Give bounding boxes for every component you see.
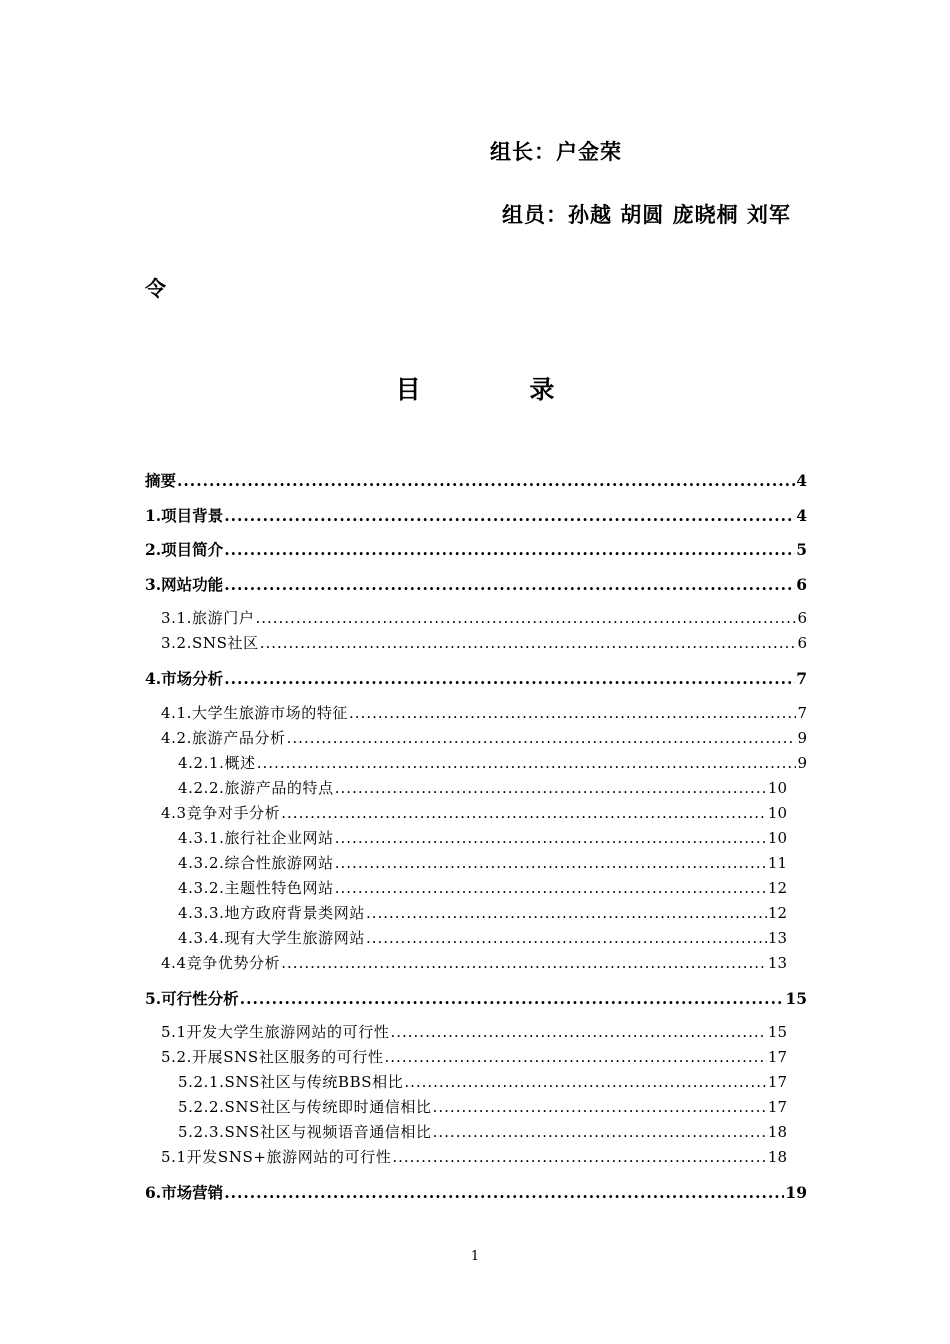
table-of-contents — [145, 468, 807, 1215]
toc-entry[interactable]: 1.项目背景 ..... 4 — [145, 503, 807, 538]
toc-entry[interactable]: 4.2.2.旅游产品的特点 ..... 10 — [145, 776, 787, 801]
toc-entry[interactable]: 4.2.旅游产品分析 ..... 9 — [145, 726, 807, 751]
toc-entry[interactable]: 5.1开发大学生旅游网站的可行性 ..... 15 — [145, 1020, 787, 1045]
toc-entry[interactable]: 4.2.1.概述 ..... 9 — [145, 751, 807, 776]
toc-entry[interactable]: 4.3.2.主题性特色网站 ..... 12 — [145, 876, 787, 901]
toc-entry[interactable]: 6.市场营销 ..... 19 — [145, 1180, 807, 1215]
toc-entry[interactable]: 4.1.大学生旅游市场的特征 ..... 7 — [145, 701, 807, 726]
toc-entry[interactable]: 5.可行性分析 ..... 15 — [145, 986, 807, 1021]
toc-entry[interactable]: 5.2.2.SNS社区与传统即时通信相比 ..... 17 — [145, 1095, 787, 1120]
toc-entry[interactable]: 4.3.3.地方政府背景类网站 ..... 12 — [145, 901, 787, 926]
toc-entry[interactable]: 3.网站功能 ..... 6 — [145, 572, 807, 607]
page-number: 1 — [470, 1249, 480, 1264]
toc-title: 目 录 — [395, 375, 605, 404]
toc-entry[interactable]: 3.2.SNS社区 ..... 6 — [145, 631, 807, 656]
toc-entry[interactable]: 4.市场分析 ..... 7 — [145, 666, 807, 701]
toc-entry[interactable]: 3.1.旅游门户 ..... 6 — [145, 606, 807, 631]
toc-entry[interactable]: 4.3.4.现有大学生旅游网站 ..... 13 — [145, 926, 787, 951]
team-leader: 组长：户金荣 — [490, 139, 622, 164]
toc-entry[interactable]: 4.3.2.综合性旅游网站 ..... 11 — [145, 851, 787, 876]
team-members: 组员：孙越 胡圆 庞晓桐 刘军 — [502, 202, 791, 227]
toc-entry[interactable]: 摘要 ..... 4 — [145, 468, 807, 503]
team-members-continued: 令 — [145, 276, 166, 301]
toc-entry[interactable]: 5.1开发SNS+旅游网站的可行性 ..... 18 — [145, 1145, 787, 1170]
toc-entry[interactable]: 4.3竞争对手分析 ..... 10 — [145, 801, 787, 826]
toc-entry[interactable]: 4.4竞争优势分析 ..... 13 — [145, 951, 787, 976]
toc-entry[interactable]: 5.2.1.SNS社区与传统BBS相比 ..... 17 — [145, 1070, 787, 1095]
toc-entry[interactable]: 5.2.3.SNS社区与视频语音通信相比 ..... 18 — [145, 1120, 787, 1145]
toc-entry[interactable]: 5.2.开展SNS社区服务的可行性 ..... 17 — [145, 1045, 787, 1070]
toc-entry[interactable]: 4.3.1.旅行社企业网站 ..... 10 — [145, 826, 787, 851]
toc-entry[interactable]: 2.项目简介 ..... 5 — [145, 537, 807, 572]
